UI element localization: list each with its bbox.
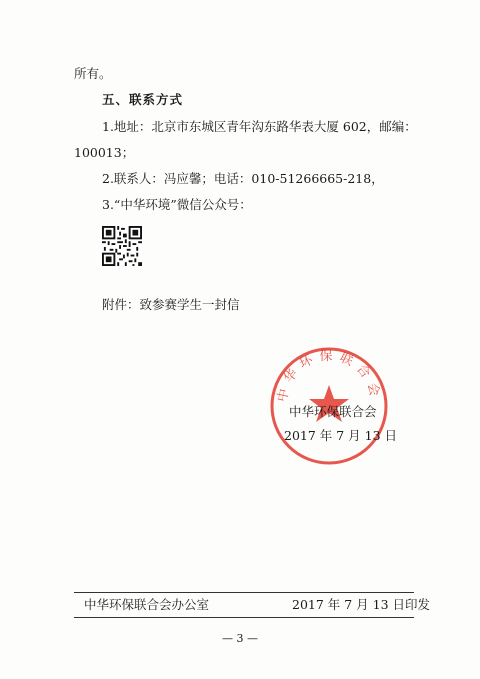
signature-date: 2017 年 7 月 13 日: [284, 428, 398, 443]
footer-bottom-rule: [74, 617, 414, 618]
paragraph-tail: 所有。: [74, 66, 112, 81]
wechat-qr-code: [102, 226, 142, 266]
contact-line: 2.联系人：冯应馨；电话：010-51266665-218，: [102, 171, 384, 186]
footer-issue-date: 2017 年 7 月 13 日印发: [292, 597, 431, 612]
seal-text: 中华环保联合会: [275, 348, 383, 404]
wechat-line: 3.“中华环境”微信公众号：: [102, 197, 252, 212]
address-line-1: 1.地址：北京市东城区青年沟东路华表大厦 602，邮编：: [102, 119, 417, 134]
footer-office: 中华环保联合会办公室: [84, 597, 210, 612]
signature-org: 中华环保联合会: [289, 404, 377, 419]
attachment-line: 附件：致参赛学生一封信: [102, 297, 240, 312]
section-heading: 五、联系方式: [102, 92, 184, 107]
address-line-2: 100013；: [74, 145, 135, 160]
page-number-text: — 3 —: [222, 632, 258, 645]
footer-top-rule: [74, 592, 414, 593]
page-number: [0, 632, 480, 645]
